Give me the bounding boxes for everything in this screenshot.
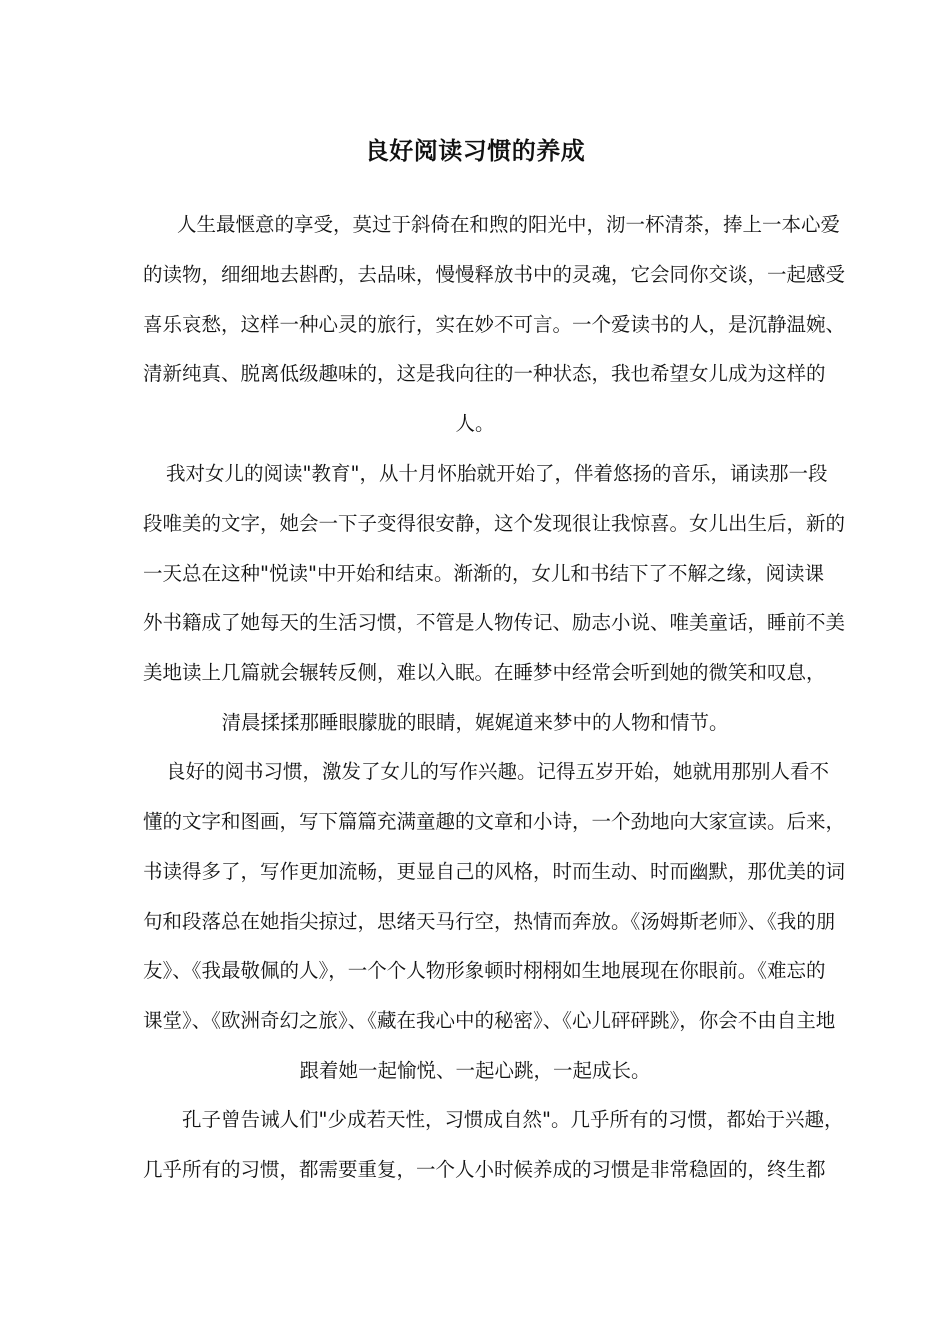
- paragraph-4-line-2: 几乎所有的习惯，都需要重复，一个人小时候养成的习惯是非常稳固的，终生都: [143, 1158, 826, 1181]
- paragraph-3-line-6: 课堂》、《欧洲奇幻之旅》、《藏在我心中的秘密》、《心儿砰砰跳》，你会不由自主地: [143, 1009, 836, 1032]
- paragraph-1-line-1: 人生最惬意的享受，莫过于斜倚在和煦的阳光中，沏一杯清茶，捧上一本心爱: [177, 213, 841, 236]
- paragraph-3-line-4: 句和段落总在她指尖掠过，思绪天马行空，热情而奔放。《汤姆斯老师》、《我的朋: [143, 910, 836, 933]
- paragraph-2-line-2: 段唯美的文字，她会一下子变得很安静，这个发现很让我惊喜。女儿出生后，新的: [143, 512, 846, 535]
- paragraph-1-line-5: 人。: [455, 412, 495, 435]
- document-title: 良好阅读习惯的养成: [364, 137, 586, 165]
- paragraph-1-line-2: 的读物，细细地去斟酌，去品味，慢慢释放书中的灵魂，它会同你交谈，一起感受: [143, 263, 846, 286]
- paragraph-2-line-3: 一天总在这种"悦读"中开始和结束。渐渐的，女儿和书结下了不解之缘，阅读课: [143, 562, 824, 585]
- paragraph-3-line-3: 书读得多了，写作更加流畅，更显自己的风格，时而生动、时而幽默，那优美的词: [143, 860, 846, 883]
- paragraph-3-line-5: 友》、《我最敬佩的人》，一个个人物形象顿时栩栩如生地展现在你眼前。《难忘的: [143, 959, 826, 982]
- paragraph-3-line-7: 跟着她一起愉悦、一起心跳，一起成长。: [299, 1059, 651, 1082]
- paragraph-3-line-2: 懂的文字和图画，写下篇篇充满童趣的文章和小诗，一个劲地向大家宣读。后来，: [143, 810, 846, 833]
- paragraph-2-line-4: 外书籍成了她每天的生活习惯，不管是人物传记、励志小说、唯美童话，睡前不美: [143, 611, 846, 634]
- paragraph-1-line-4: 清新纯真、脱离低级趣味的，这是我向往的一种状态，我也希望女儿成为这样的: [143, 362, 826, 385]
- paragraph-4-line-1: 孔子曾告诫人们"少成若天性，习惯成自然"。几乎所有的习惯，都始于兴趣，: [182, 1108, 844, 1131]
- paragraph-3-line-1: 良好的阅书习惯，激发了女儿的写作兴趣。记得五岁开始，她就用那别人看不: [166, 760, 830, 783]
- paragraph-1-line-3: 喜乐哀愁，这样一种心灵的旅行，实在妙不可言。一个爱读书的人，是沉静温婉、: [143, 313, 846, 336]
- paragraph-2-line-1: 我对女儿的阅读"教育"，从十月怀胎就开始了，伴着悠扬的音乐，诵读那一段: [166, 462, 828, 485]
- paragraph-2-line-6: 清晨揉揉那睡眼朦胧的眼睛，娓娓道来梦中的人物和情节。: [221, 711, 729, 734]
- paragraph-2-line-5: 美地读上几篇就会辗转反侧，难以入眠。在睡梦中经常会听到她的微笑和叹息，: [143, 661, 826, 684]
